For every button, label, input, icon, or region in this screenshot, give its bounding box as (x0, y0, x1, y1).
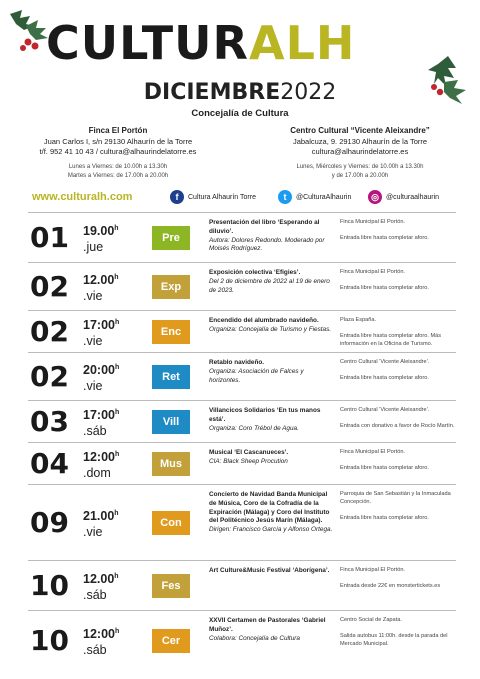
event-description (209, 617, 334, 643)
event-day: 02 (30, 270, 69, 303)
event-venue-info (340, 359, 458, 383)
event-entry: Entrada libre hasta completar aforo. (340, 514, 429, 521)
event-venue-info (340, 317, 458, 348)
event-entry: Salida autobus 11:00h. desde la parada del Mercado Municipal. (340, 632, 448, 647)
event-detail: Colabora: Concejalía de Cultura (209, 634, 300, 642)
event-description (209, 219, 334, 254)
event-time-value: 19.00 (83, 224, 115, 239)
event-category-badge: Fes (152, 574, 190, 598)
instagram-label: @culturaalhaurin (386, 193, 440, 201)
event-time: 17:00$^h$ (83, 408, 120, 423)
event-weekday: .dom (83, 466, 111, 480)
event-row (28, 484, 456, 560)
subtitle: Concejalía de Cultura (191, 108, 289, 119)
instagram-icon: ◎ (368, 190, 382, 204)
event-detail: CIA: Black Sheep Procution (209, 457, 288, 465)
event-title: Encendido del alumbrado navideño. (209, 317, 319, 324)
event-time: 17:00$^h$ (83, 318, 120, 333)
event-time: 21.00$^h$ (83, 509, 119, 524)
event-detail: Autora: Dolores Redondo. Moderado por Moisés Rodríguez. (209, 236, 325, 253)
venue-centro-cultural (270, 126, 450, 181)
event-title: Art Culture&Music Festival ‘Aborígena’. (209, 567, 330, 574)
event-time-value: 12:00 (83, 450, 115, 465)
event-venue-info (340, 567, 458, 591)
event-venue-info (340, 407, 458, 431)
event-time-value: 20:00 (83, 363, 115, 378)
event-venue-info (340, 491, 458, 522)
event-place: Parroquia de San Sebastián y la Inmaculada Concepción. (340, 491, 451, 505)
event-time: 12.00$^h$ (83, 572, 119, 587)
event-detail: Organiza: Coro Trébol de Agua. (209, 424, 299, 432)
year-label: 2022 (280, 80, 337, 105)
event-day: 09 (30, 506, 69, 539)
event-time-value: 12.00 (83, 273, 115, 288)
event-time-value: 17:00 (83, 408, 115, 423)
title-part-2: ALH (248, 16, 356, 70)
website-link[interactable]: www.culturalh.com (32, 191, 133, 203)
event-detail: Del 2 de diciembre de 2022 al 19 de enero de 2023. (209, 277, 330, 294)
event-entry: Entrada libre hasta completar aforo. (340, 284, 429, 291)
event-category-badge: Vill (152, 410, 190, 434)
event-description (209, 407, 334, 433)
event-entry: Entrada libre hasta completar aforo. Más información en la Oficina de Turismo. (340, 332, 442, 347)
event-title: Concierto de Navidad Banda Municipal de Música, Coro de la Cofradía de la Expiración (Málaga) y Coro del Instituto del Politécnico Jesús Marín (Málaga). (209, 491, 330, 525)
facebook-icon: f (170, 190, 184, 204)
event-row (28, 352, 456, 400)
event-category-badge: Ret (152, 365, 190, 389)
social-bar (0, 188, 480, 208)
venue-name: Centro Cultural “Vicente Aleixandre” (290, 126, 430, 135)
venue-contact: cultura@alhaurindelatorre.es (311, 146, 409, 156)
event-title: Presentación del libro ‘Esperando al diluvio’. (209, 219, 320, 235)
event-day: 02 (30, 315, 69, 348)
event-title: XXVII Certamen de Pastorales ‘Gabriel Muñoz’. (209, 617, 326, 633)
event-category-badge: Mus (152, 452, 190, 476)
month-heading (0, 82, 480, 104)
event-entry: Entrada libre hasta completar aforo. (340, 464, 429, 471)
event-venue-info (340, 219, 458, 243)
event-place: Centro Cultural ‘Vicente Aleixandre’. (340, 359, 430, 365)
event-venue-info (340, 269, 458, 293)
event-time: 20:00$^h$ (83, 363, 120, 378)
venue-name: Finca El Portón (88, 126, 148, 135)
event-weekday: .vie (83, 379, 103, 393)
title-part-1: CULTUR (46, 16, 249, 70)
event-description (209, 491, 334, 535)
event-place: Centro Cultural ‘Vicente Aleixandre’. (340, 407, 430, 413)
event-place: Centro Social de Zapata. (340, 617, 402, 623)
month-label: DICIEMBRE (143, 80, 281, 105)
twitter-icon: t (278, 190, 292, 204)
event-category-badge: Pre (152, 226, 190, 250)
event-weekday: .sáb (83, 424, 107, 438)
event-place: Plaza España. (340, 317, 377, 323)
event-day: 10 (30, 624, 69, 657)
event-entry: Entrada libre hasta completar aforo. (340, 374, 429, 381)
venue-hours (28, 163, 208, 181)
event-title: Musical ‘El Cascanueces’. (209, 449, 289, 456)
event-time-value: 12.00 (83, 572, 115, 587)
facebook-link[interactable] (170, 190, 256, 204)
event-description (209, 449, 334, 467)
event-row (28, 262, 456, 310)
page-title (46, 16, 356, 70)
event-time: 12:00$^h$ (83, 627, 120, 642)
event-venue-info (340, 449, 458, 473)
event-time: 12.00$^h$ (83, 273, 119, 288)
event-place: Finca Municipal El Portón. (340, 219, 405, 225)
event-entry: Entrada libre hasta completar aforo. (340, 234, 429, 241)
event-weekday: .vie (83, 525, 103, 539)
event-description (209, 359, 334, 385)
event-weekday: .jue (83, 240, 104, 254)
venue-finca (28, 126, 208, 181)
venue-hours-line: Martes a Viernes: de 17.00h a 20.00h (67, 173, 169, 180)
event-description (209, 567, 334, 576)
event-weekday: .vie (83, 289, 103, 303)
event-time-value: 12:00 (83, 627, 115, 642)
poster-header (0, 0, 480, 200)
event-time-value: 17:00 (83, 318, 115, 333)
event-weekday: .vie (83, 334, 103, 348)
event-row (28, 560, 456, 610)
event-title: Exposición colectiva ‘Efigies’. (209, 269, 301, 276)
venue-hours-line: y de 17.00h a 20.00h (331, 173, 389, 180)
event-entry: Entrada desde 22€ en monstertickets.es (340, 582, 441, 589)
event-day: 04 (30, 447, 69, 480)
venue-address: Jabalcuza, 9. 29130 Alhaurín de la Torre (292, 136, 428, 146)
event-place: Finca Municipal El Portón. (340, 269, 405, 275)
event-title: Villancicos Solidarios ‘En tus manos está’. (209, 407, 321, 423)
event-row (28, 400, 456, 442)
event-entry: Entrada con donativo a favor de Rocío Martín. (340, 422, 455, 429)
instagram-link[interactable] (368, 190, 439, 204)
event-day: 02 (30, 360, 69, 393)
venue-hours-line: Lunes a Viernes: de 10.00h a 13.30h (68, 164, 168, 171)
event-venue-info (340, 617, 458, 648)
facebook-label: Cultura Alhaurín Torre (188, 193, 256, 201)
event-category-badge: Enc (152, 320, 190, 344)
event-description (209, 269, 334, 295)
event-category-badge: Cer (152, 629, 190, 653)
event-time: 19.00$^h$ (83, 224, 119, 239)
event-day: 03 (30, 405, 69, 438)
twitter-label: @CulturaAlhaurin (296, 193, 352, 201)
event-day: 10 (30, 569, 69, 602)
event-detail: Organiza: Asociación de Falces y horizontes. (209, 367, 304, 384)
event-weekday: .sáb (83, 643, 107, 657)
event-category-badge: Con (152, 511, 190, 535)
event-title: Retablo navideño. (209, 359, 265, 366)
event-place: Finca Municipal El Portón. (340, 449, 405, 455)
event-description (209, 317, 334, 335)
venue-contact: t/f. 952 41 10 43 / cultura@alhaurindelatorre.es (39, 146, 197, 156)
venue-address: Juan Carlos I, s/n 29130 Alhaurín de la Torre (43, 136, 193, 146)
venue-hours (270, 163, 450, 181)
event-row (28, 442, 456, 484)
event-detail: Organiza: Concejalía de Turismo y Fiestas. (209, 325, 332, 333)
event-row (28, 310, 456, 352)
venue-hours-line: Lunes, Miércoles y Viernes: de 10.00h a 13.30h (296, 164, 424, 171)
event-time-value: 21.00 (83, 509, 115, 524)
event-row (28, 212, 456, 262)
event-category-badge: Exp (152, 275, 190, 299)
event-time: 12:00$^h$ (83, 450, 120, 465)
event-row (28, 610, 456, 670)
event-detail: Dirigen: Francisco García y Alfonso Ortega. (209, 526, 333, 534)
event-day: 01 (30, 221, 69, 254)
twitter-link[interactable] (278, 190, 351, 204)
event-weekday: .sáb (83, 588, 107, 602)
event-place: Finca Municipal El Portón. (340, 567, 405, 573)
